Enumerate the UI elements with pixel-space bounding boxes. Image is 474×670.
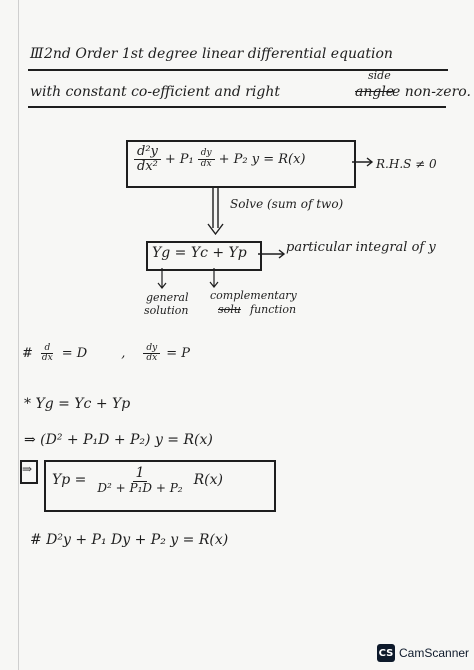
heading-line-2-end: e non-zero. [392, 84, 471, 100]
implies-arrow: ⇒ [22, 462, 33, 476]
operator-equation: ⇒ (D² + P₁D + P₂) y = R(x) [24, 432, 213, 448]
solu-struck: solu [218, 303, 241, 316]
complementary-label: complementary [210, 289, 297, 302]
general-label: general [146, 291, 189, 304]
heading-struck-word: angle [355, 84, 395, 100]
equation-2: Yg = Yc + Yp [152, 245, 247, 261]
yp-equation: Yp = $\frac{1}{\text{D² + P₁D + P₂}}$ R(x) [52, 465, 223, 495]
heading-insert-word: side [368, 69, 391, 82]
heading-line-1: 2nd Order 1st degree linear differential equation [44, 46, 393, 62]
camscanner-brand: CamScanner [399, 646, 470, 660]
operator-definitions: # $\frac{d}{dx}$ = D , $\frac{dy}{dx}$ = P [22, 343, 190, 364]
star-equation: * Yg = Yc + Yp [24, 396, 131, 412]
equation-1: $\frac{\text{d²y}}{\text{dx²}}$ + P₁ $\frac{dy}{dx}$ + P₂ y = R(x) [134, 145, 306, 173]
dy-dx-fraction: $\frac{dy}{dx}$ [198, 149, 215, 169]
heading-roman-icon: Ⅲ [30, 46, 44, 62]
d2y-dx2-fraction: $\frac{\text{d²y}}{\text{dx²}}$ [134, 145, 161, 173]
particular-integral-label: particular integral of y [286, 240, 436, 255]
solution-label: solution [144, 304, 189, 317]
heading-line-2: with constant co-efficient and right [30, 84, 281, 100]
camscanner-logo: CS [377, 644, 395, 662]
solve-label: Solve (sum of two) [230, 197, 344, 211]
rhs-nonzero-note: R.H.S ≠ 0 [376, 157, 437, 171]
function-label: function [250, 303, 297, 316]
operator-form-equation: # D²y + P₁ Dy + P₂ y = R(x) [30, 532, 229, 548]
